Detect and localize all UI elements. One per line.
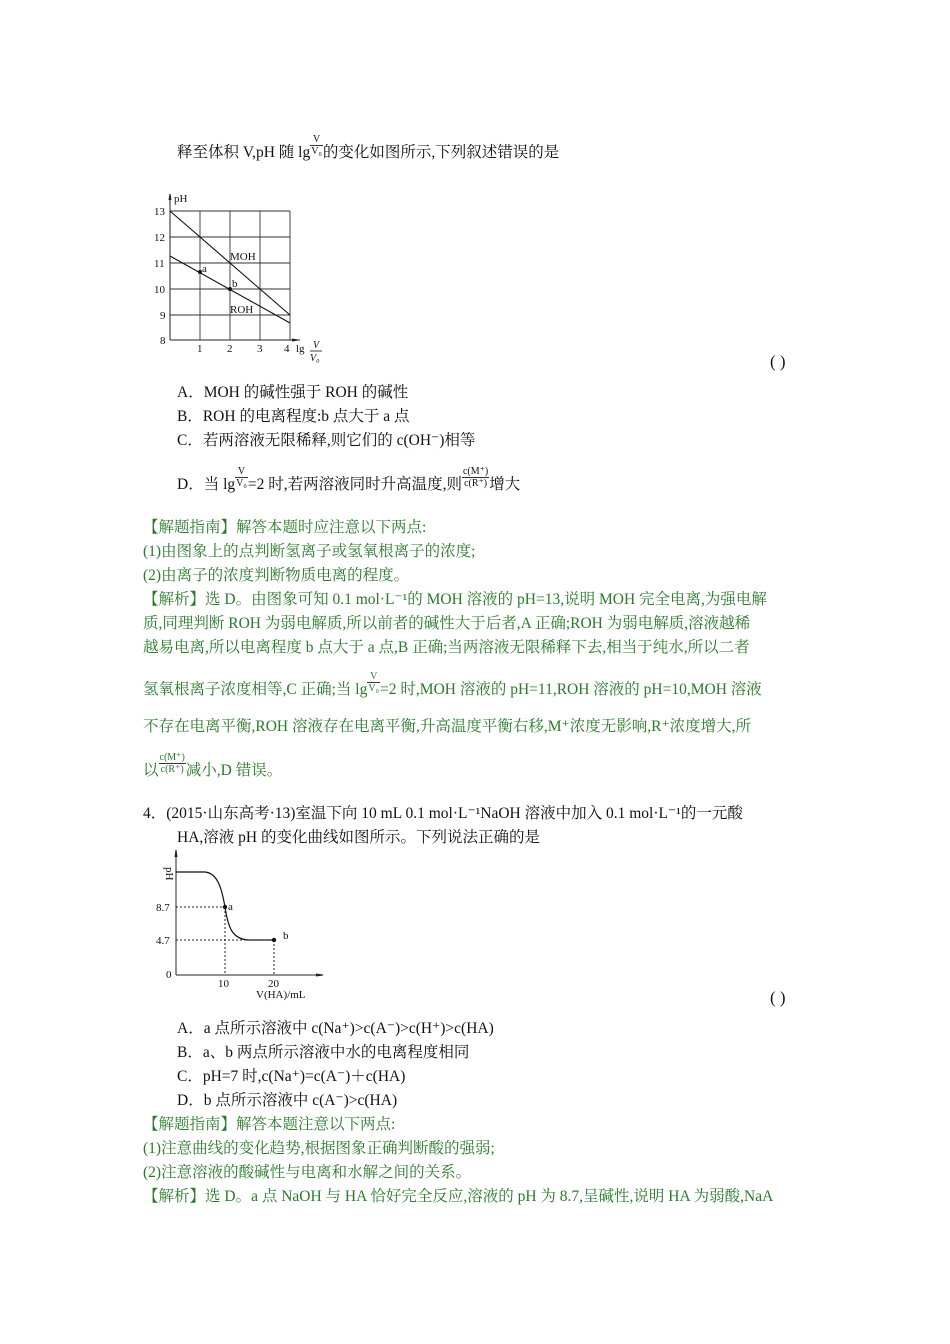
x-tick-2: 2 — [227, 343, 233, 355]
q3-analysis-1: 【解析】选 D。由图象可知 0.1 mol·L⁻¹的 MOH 溶液的 pH=13,说明 MOH 完全电离,为强电解 — [143, 591, 767, 608]
x-tick-1: 1 — [197, 343, 203, 355]
frac-numerator: V — [310, 134, 323, 146]
label-moh: MOH — [230, 251, 256, 263]
x-axis-label: V(HA)/mL — [256, 989, 306, 1001]
q3-analysis-4-post: =2 时,MOH 溶液的 pH=11,ROH 溶液的 pH=10,MOH 溶液 — [380, 681, 762, 698]
q4-option-b: B．a、b 两点所示溶液中水的电离程度相同 — [177, 1044, 470, 1061]
y-tick-4-7: 4.7 — [156, 935, 170, 947]
q3-analysis-2: 质,同理判断 ROH 为弱电解质,所以前者的碱性大于后者,A 正确;ROH 为弱电解质,溶液越稀 — [143, 615, 751, 632]
point-a — [223, 905, 227, 909]
q3-option-d-post: 增大 — [489, 476, 521, 493]
q4-stem-1: 4．(2015·山东高考·13)室温下向 10 mL 0.1 mol·L⁻¹NaOH 溶液中加入 0.1 mol·L⁻¹的一元酸 — [143, 805, 743, 822]
q4-guide-2: (2)注意溶液的酸碱性与电离和水解之间的关系。 — [143, 1164, 472, 1181]
q4-guide-title: 【解题指南】解答本题注意以下两点: — [143, 1116, 396, 1133]
frac-numerator: V — [235, 466, 248, 478]
q3-analysis-6-pre: 以 — [143, 762, 159, 779]
q4-option-a: A．a 点所示溶液中 c(Na⁺)>c(A⁻)>c(H⁺)>c(HA) — [177, 1020, 494, 1037]
option-d-lg-fraction — [235, 466, 248, 489]
y-tick-8-7: 8.7 — [156, 902, 170, 914]
analysis-lg-fraction — [367, 671, 380, 694]
q3-analysis-5: 不存在电离平衡,ROH 溶液存在电离平衡,升高温度平衡右移,M⁺浓度无影响,R⁺浓度增大,所 — [143, 718, 751, 735]
grid — [170, 211, 290, 340]
q3-analysis-4-pre: 氢氧根离子浓度相等,C 正确;当 lg — [143, 681, 368, 698]
y-axis-label: pH — [163, 867, 175, 881]
q3-guide-1: (1)由图象上的点判断氢离子或氢氧根离子的浓度; — [143, 543, 476, 560]
frac-denominator: V₀ — [311, 145, 322, 157]
y-tick-10: 10 — [154, 284, 165, 296]
point-b — [272, 938, 276, 942]
y-tick-9: 9 — [160, 310, 166, 322]
q3-stem — [177, 133, 560, 165]
x-tick-20: 20 — [268, 978, 279, 990]
q3-option-c: C．若两溶液无限稀释,则它们的 c(OH⁻)相等 — [177, 432, 476, 449]
x-axis-frac-num: V — [313, 340, 320, 351]
analysis-ratio-fraction — [159, 752, 186, 775]
lg-fraction — [310, 134, 323, 157]
q3-analysis-6-post: 减小,D 错误。 — [185, 762, 283, 779]
q4-answer-paren: ( ) — [770, 988, 786, 1007]
y-axis-label: pH — [174, 193, 188, 205]
option-d-ratio-fraction — [462, 466, 489, 489]
q4-guide-1: (1)注意曲线的变化趋势,根据图象正确判断酸的强弱; — [143, 1140, 495, 1157]
q4-option-d: D．b 点所示溶液中 c(A⁻)>c(HA) — [177, 1092, 398, 1109]
label-b: b — [283, 930, 289, 942]
q3-analysis-4 — [143, 670, 762, 702]
x-tick-10: 10 — [218, 978, 229, 990]
q3-stem-pre: 释至体积 V,pH 随 lg — [177, 144, 311, 161]
ratio-numerator: c(M⁺) — [159, 751, 185, 763]
label-roh: ROH — [230, 304, 254, 316]
q4-stem-2: HA,溶液 pH 的变化曲线如图所示。下列说法正确的是 — [177, 829, 540, 846]
q3-guide-title: 【解题指南】解答本题时应注意以下两点: — [143, 519, 427, 536]
label-a: a — [228, 901, 233, 913]
q3-guide-2: (2)由离子的浓度判断物质电离的程度。 — [143, 567, 410, 584]
q3-option-a: A．MOH 的碱性强于 ROH 的碱性 — [177, 384, 409, 401]
q3-analysis-6 — [143, 751, 283, 783]
q3-option-d — [177, 465, 521, 497]
x-axis-frac-den: V₀ — [310, 353, 320, 364]
q3-analysis-3: 越易电离,所以电离程度 b 点大于 a 点,B 正确;当两溶液无限稀释下去,相当于纯水,所以二者 — [143, 639, 750, 656]
x-tick-3: 3 — [257, 343, 263, 355]
y-arrow — [169, 194, 171, 200]
frac-denominator: V₀ — [236, 477, 247, 489]
y-tick-12: 12 — [154, 232, 165, 244]
y-tick-11: 11 — [154, 258, 165, 270]
ratio-numerator: c(M⁺) — [462, 465, 489, 477]
frac-denominator: V₀ — [368, 682, 380, 694]
q3-stem-post: 的变化如图所示,下列叙述错误的是 — [322, 144, 560, 161]
x-axis-label: lg — [296, 343, 305, 355]
y-tick-13: 13 — [154, 206, 165, 218]
q3-answer-paren: ( ) — [770, 352, 786, 371]
chart-titration — [150, 845, 330, 1005]
q3-option-d-mid: =2 时,若两溶液同时升高温度,则 — [247, 476, 462, 493]
y-tick-0: 0 — [166, 969, 172, 981]
label-a: a — [202, 263, 207, 275]
y-tick-8: 8 — [160, 335, 166, 347]
q4-option-c: C．pH=7 时,c(Na⁺)=c(A⁻)＋c(HA) — [177, 1068, 406, 1085]
x-arrow — [292, 339, 298, 341]
label-b: b — [232, 278, 238, 290]
q3-option-b: B．ROH 的电离程度:b 点大于 a 点 — [177, 408, 410, 425]
ratio-denominator: c(R⁺) — [464, 477, 488, 489]
chart-ph-vs-lg — [150, 190, 340, 370]
ratio-denominator: c(R⁺) — [160, 763, 184, 775]
x-tick-4: 4 — [284, 343, 290, 355]
q4-analysis-1: 【解析】选 D。a 点 NaOH 与 HA 恰好完全反应,溶液的 pH 为 8.7,呈碱性,说明 HA 为弱酸,NaA — [143, 1188, 774, 1205]
q3-option-d-pre: D．当 lg — [177, 476, 236, 493]
frac-numerator: V — [367, 671, 380, 683]
